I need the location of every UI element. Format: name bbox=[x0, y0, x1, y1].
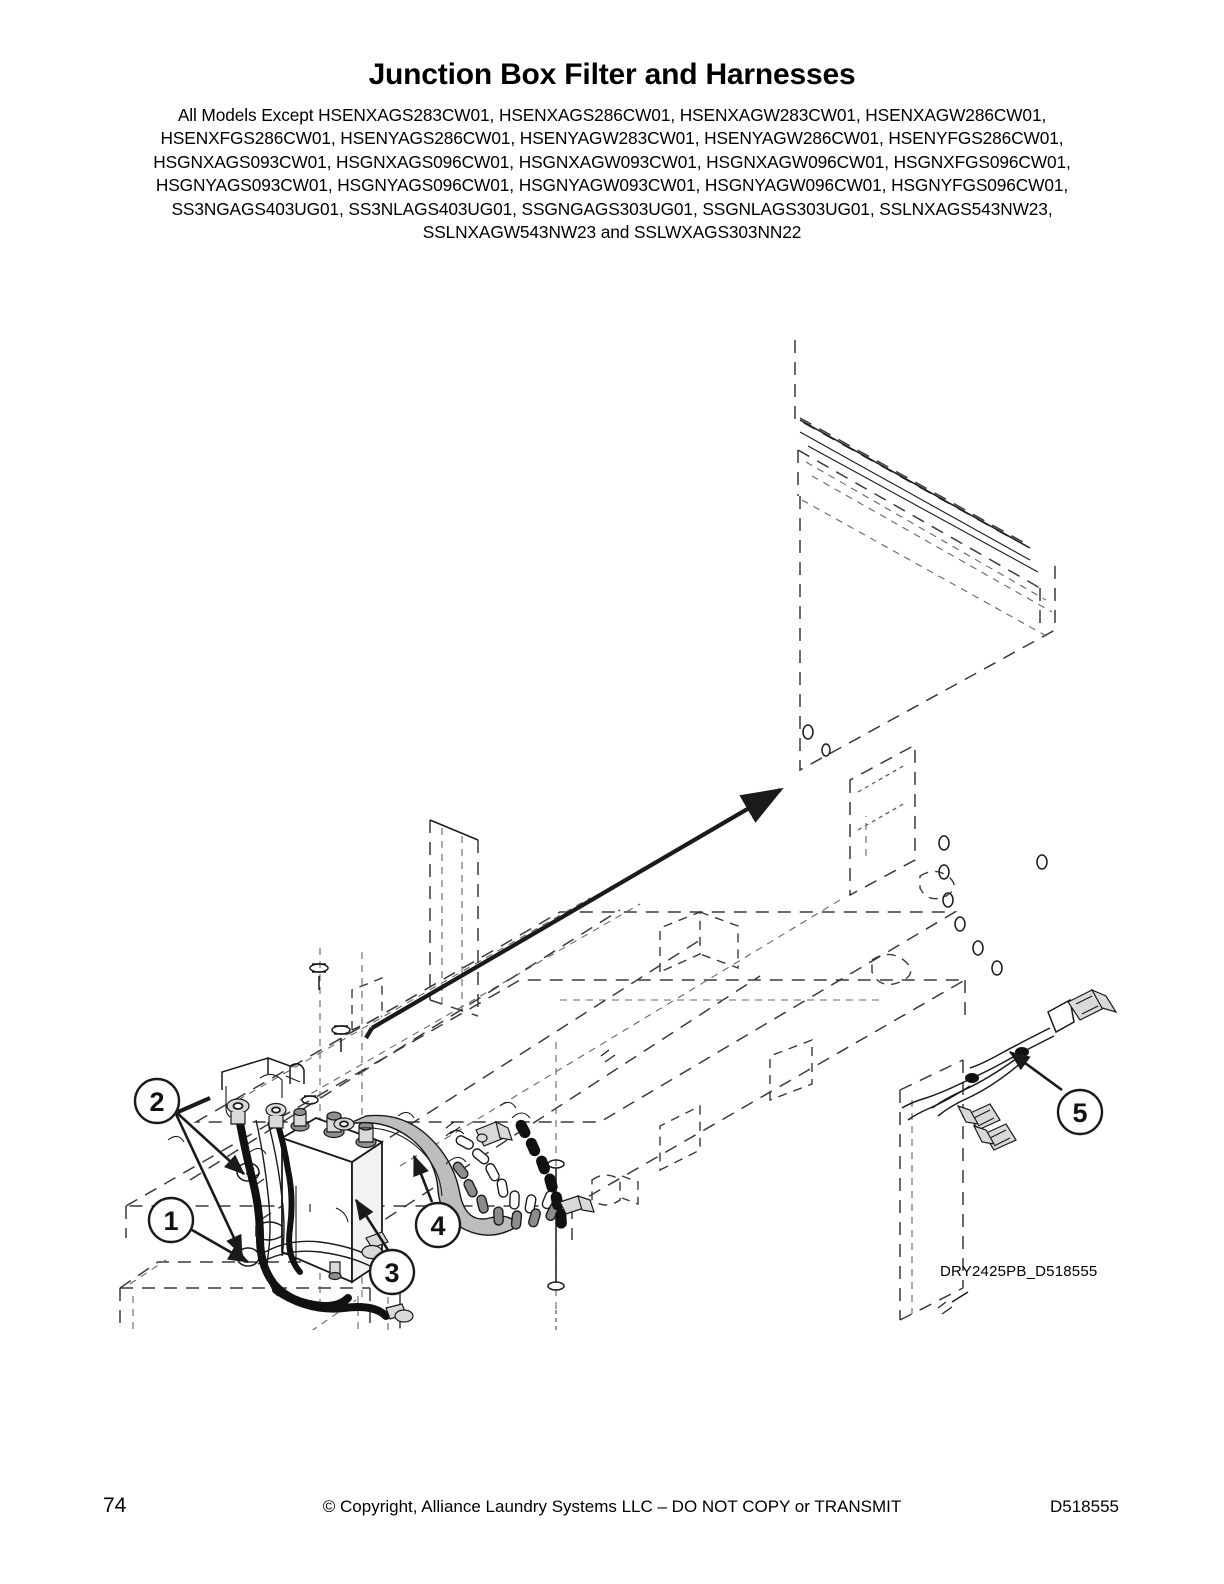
svg-text:3: 3 bbox=[384, 1258, 400, 1288]
page-number: 74 bbox=[103, 1494, 127, 1517]
svg-text:4: 4 bbox=[430, 1211, 446, 1241]
document-number: D518555 bbox=[1049, 1497, 1119, 1516]
model-number-list bbox=[122, 104, 1102, 245]
hardware-fasteners bbox=[124, 964, 968, 1330]
model-line: SSLNXAGW543NW23 and SSLWXAGS303NN22 bbox=[422, 222, 802, 243]
svg-text:5: 5 bbox=[1072, 1098, 1088, 1128]
svg-text:2: 2 bbox=[149, 1087, 165, 1117]
drawing-reference-code: DRY2425PB_D518555 bbox=[940, 1263, 1098, 1280]
model-line: SS3NGAGS403UG01, SS3NLAGS403UG01, SSGNGAGS303UG01, SSGNLAGS303UG01, SSLNXAGS543NW23, bbox=[171, 198, 1053, 219]
copyright-notice: © Copyright, Alliance Laundry Systems LLC – DO NOT COPY or TRANSMIT bbox=[322, 1497, 902, 1516]
svg-text:1: 1 bbox=[163, 1206, 179, 1236]
model-line: HSGNXAGS093CW01, HSGNXAGS096CW01, HSGNXAGW093CW01, HSGNXAGW096CW01, HSGNXFGS096CW01, bbox=[153, 151, 1071, 172]
model-line: HSGNYAGS093CW01, HSGNYAGS096CW01, HSGNYAGW093CW01, HSGNYAGW096CW01, HSGNYFGS096CW01, bbox=[155, 175, 1069, 196]
page-title: Junction Box Filter and Harnesses bbox=[368, 58, 856, 91]
callout-4[interactable] bbox=[416, 1203, 460, 1247]
exploded-parts-diagram bbox=[0, 300, 1224, 1330]
callout-5[interactable] bbox=[1058, 1090, 1102, 1134]
model-line: HSENXFGS286CW01, HSENYAGS286CW01, HSENYAGW283CW01, HSENYAGW286CW01, HSENYFGS286CW01, bbox=[160, 128, 1064, 149]
callout-1[interactable] bbox=[149, 1198, 193, 1242]
model-line: All Models Except HSENXAGS283CW01, HSENXAGS286CW01, HSENXAGW283CW01, HSENXAGW286CW01, bbox=[177, 104, 1047, 125]
callout-2[interactable] bbox=[135, 1079, 179, 1123]
page-header bbox=[0, 0, 1224, 245]
callout-3[interactable] bbox=[370, 1250, 414, 1294]
beaded-harness-center bbox=[446, 1113, 638, 1229]
page-footer bbox=[0, 1494, 1224, 1534]
